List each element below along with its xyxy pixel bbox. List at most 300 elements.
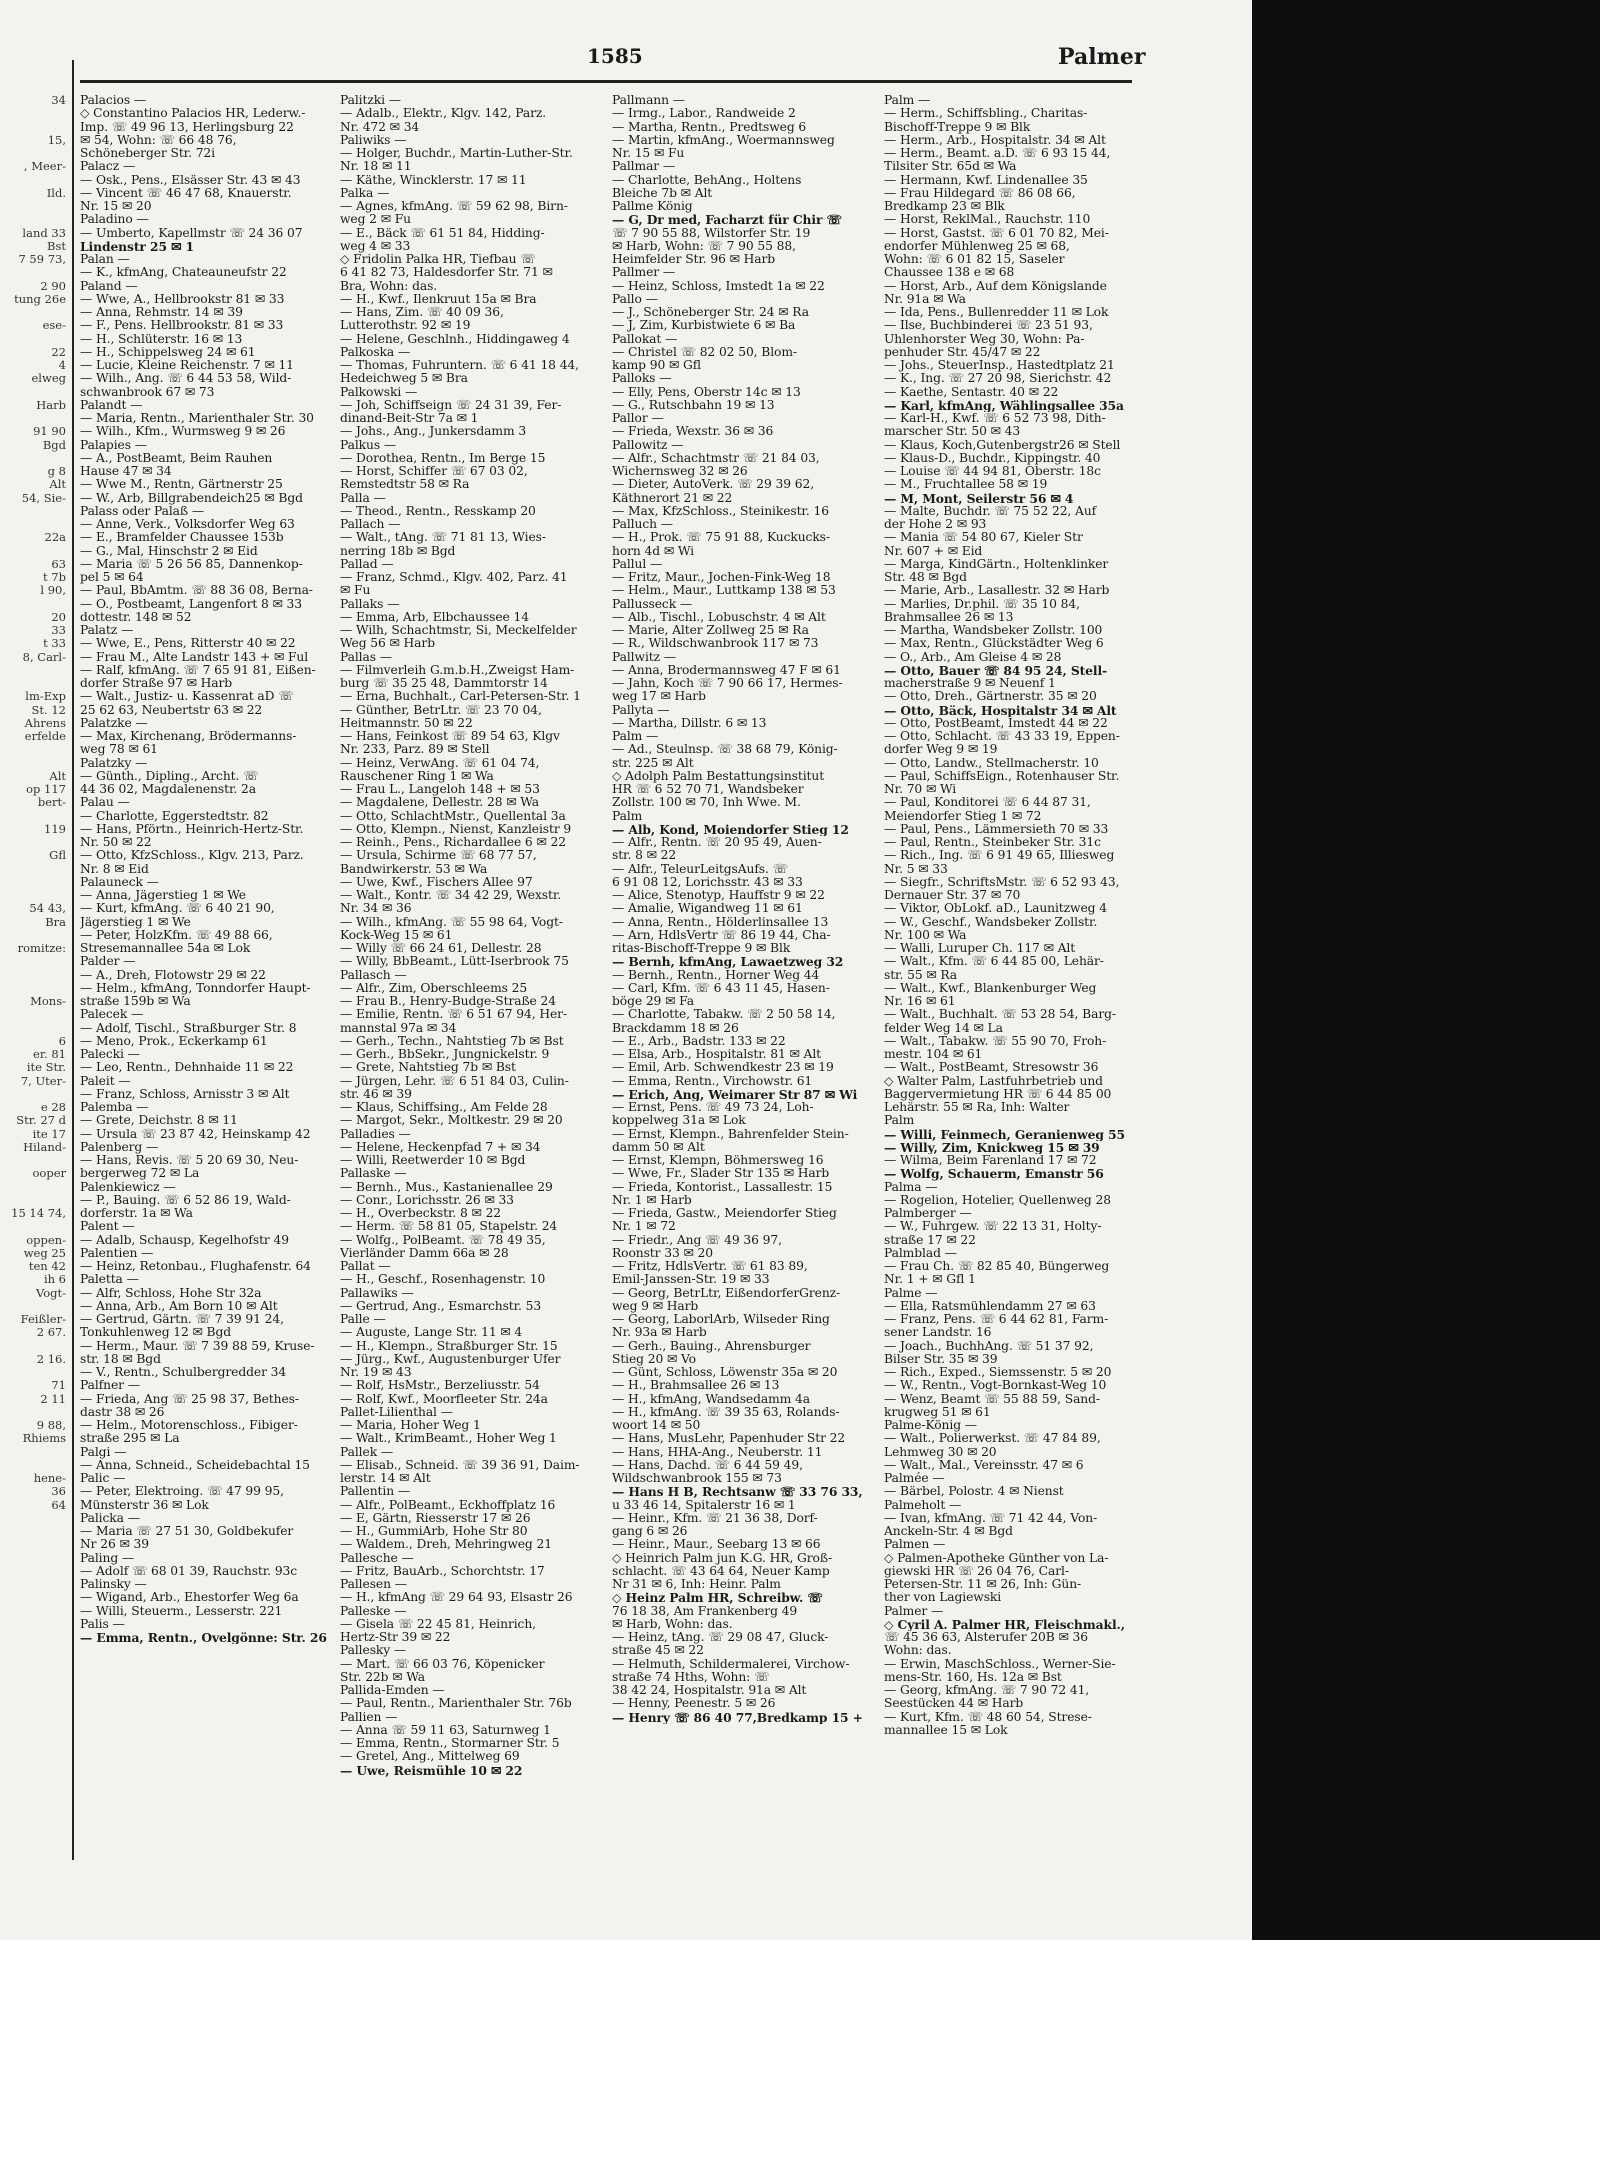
entry-line: Paliwiks — bbox=[340, 133, 407, 147]
entry-line: — Fritz, HdlsVertr. ☏ 61 83 89, bbox=[612, 1260, 808, 1273]
entry-line: Heitmannstr. 50 ✉ 22 bbox=[340, 716, 473, 730]
fragment-line bbox=[0, 1459, 70, 1472]
entry-line: Chaussee 138 e ✉ 68 bbox=[884, 266, 1015, 280]
entry-line: Bredkamp 23 ✉ Blk bbox=[884, 200, 1005, 213]
entry-line: Pallat — bbox=[340, 1260, 391, 1273]
entry-line: Lehmweg 30 ✉ 20 bbox=[884, 1445, 997, 1459]
entry-line: — Siegfr., SchriftsMstr. ☏ 6 52 93 43, bbox=[884, 875, 1120, 889]
entry-line: Vierländer Damm 66a ✉ 28 bbox=[340, 1246, 509, 1260]
fragment-line: 22 bbox=[51, 344, 66, 359]
entry-line: — Fritz, Maur., Jochen-Fink-Weg 18 bbox=[612, 571, 831, 584]
entry-line: — A., Dreh, Flotowstr 29 ✉ 22 bbox=[80, 968, 266, 982]
fragment-line: 15, bbox=[47, 132, 66, 147]
entry-line: — Karl, kfmAng, Wählingsallee 35a bbox=[884, 398, 1124, 412]
entry-line: sener Landstr. 16 bbox=[884, 1326, 992, 1340]
entry-line: — Adalb., Elektr., Klgv. 142, Parz. bbox=[340, 107, 547, 121]
entry-line: mestr. 104 ✉ 61 bbox=[884, 1048, 983, 1061]
fragment-line: 15 14 74, bbox=[11, 1206, 66, 1220]
entry-line: Bra, Wohn: das. bbox=[340, 279, 438, 293]
entry-line: Pallo — bbox=[612, 292, 658, 306]
entry-line: Pallyta — bbox=[612, 703, 670, 717]
entry-line: — Paul, Rentn., Steinbeker Str. 31c bbox=[884, 836, 1101, 849]
entry-line: — Herm., Schiffsbling., Charitas- bbox=[884, 107, 1088, 121]
entry-line: gang 6 ✉ 26 bbox=[612, 1525, 688, 1538]
entry-line: Wichernsweg 32 ✉ 26 bbox=[612, 465, 748, 478]
left-page-fragment bbox=[0, 94, 70, 1894]
entry-line: — Frieda, Wexstr. 36 ✉ 36 bbox=[612, 425, 774, 439]
entry-line: — Helene, Heckenpfad 7 + ✉ 34 bbox=[340, 1140, 541, 1154]
entry-line: — Rich., Ing. ☏ 6 91 49 65, Illiesweg bbox=[884, 849, 1115, 863]
entry-line: — Gretel, Ang., Mittelweg 69 bbox=[340, 1750, 520, 1764]
entry-line: — Franz, Pens. ☏ 6 44 62 81, Farm- bbox=[884, 1313, 1109, 1326]
entry-line: Hertz-Str 39 ✉ 22 bbox=[340, 1631, 451, 1644]
fragment-line bbox=[0, 1406, 70, 1419]
entry-line: 6 91 08 12, Lorichsstr. 43 ✉ 33 bbox=[612, 875, 803, 889]
fragment-line: g 8 bbox=[47, 464, 66, 478]
entry-line: — Horst, Schiffer ☏ 67 03 02, bbox=[340, 465, 528, 478]
entry-line: Meiendorfer Stieg 1 ✉ 72 bbox=[884, 809, 1042, 823]
entry-line: Str. 48 ✉ Bgd bbox=[884, 571, 967, 584]
entry-line: — Joach., BuchhAng. ☏ 51 37 92, bbox=[884, 1339, 1094, 1353]
entry-line: horn 4d ✉ Wi bbox=[612, 544, 695, 558]
entry-line: — Kurt, kfmAng. ☏ 6 40 21 90, bbox=[80, 902, 275, 916]
entry-line: — Frau M., Alte Landstr 143 + ✉ Ful bbox=[80, 650, 309, 664]
entry-line: straße 295 ✉ La bbox=[80, 1432, 180, 1446]
entry-line: Palme — bbox=[884, 1286, 938, 1300]
entry-line: — Gerh., Bauing., Ahrensburger bbox=[612, 1339, 811, 1353]
entry-line: Palentien — bbox=[80, 1246, 154, 1260]
entry-line: Palgi — bbox=[80, 1445, 127, 1459]
entry-line: — Anna, Jägerstieg 1 ✉ We bbox=[80, 889, 246, 902]
entry-line: — Osk., Pens., Elsässer Str. 43 ✉ 43 bbox=[80, 173, 301, 187]
entry-line: — Jürg., Kwf., Augustenburger Ufer bbox=[340, 1352, 561, 1366]
entry-line: — Kaethe, Sentastr. 40 ✉ 22 bbox=[884, 385, 1059, 399]
entry-line: — Mania ☏ 54 80 67, Kieler Str bbox=[884, 531, 1083, 545]
entry-line: Nr. 16 ✉ 61 bbox=[884, 995, 956, 1008]
entry-line: — Marga, KindGärtn., Holtenklinker bbox=[884, 557, 1109, 571]
fragment-line bbox=[0, 955, 70, 968]
entry-line: Palinsky — bbox=[80, 1578, 147, 1591]
entry-line: — Rogelion, Hotelier, Quellenweg 28 bbox=[884, 1193, 1111, 1207]
entry-line: — Henny, Peenestr. 5 ✉ 26 bbox=[612, 1697, 776, 1711]
entry-line: — Helm., kfmAng, Tonndorfer Haupt- bbox=[80, 981, 311, 995]
fragment-line bbox=[0, 1008, 70, 1021]
entry-line: — Alfr., Schachtmstr ☏ 21 84 03, bbox=[612, 451, 820, 465]
entry-line: — Anna, Rentn., Hölderlinsallee 13 bbox=[612, 915, 829, 929]
entry-line: — Bernh, kfmAng, Lawaetzweg 32 bbox=[612, 955, 844, 969]
entry-line: — Ernst, Klempn., Bahrenfelder Stein- bbox=[612, 1127, 849, 1141]
entry-line: Palmer — bbox=[884, 1604, 944, 1618]
fragment-line: land 33 bbox=[22, 225, 66, 240]
fragment-line: Feißler- bbox=[20, 1312, 66, 1326]
entry-line: — V., Rentn., Schulbergredder 34 bbox=[80, 1366, 287, 1379]
entry-line: — Dorothea, Rentn., Im Berge 15 bbox=[340, 451, 546, 465]
entry-line: Bleiche 7b ✉ Alt bbox=[612, 186, 713, 200]
entry-line: koppelweg 31a ✉ Lok bbox=[612, 1114, 746, 1128]
fragment-line bbox=[0, 1340, 70, 1353]
entry-line: — Bärbel, Polostr. 4 ✉ Nienst bbox=[884, 1485, 1064, 1499]
fragment-line bbox=[0, 213, 70, 226]
entry-line: — H., Schippelsweg 24 ✉ 61 bbox=[80, 345, 256, 359]
entry-line: — Otto, Bäck, Hospitalstr 34 ✉ Alt bbox=[884, 703, 1117, 717]
entry-line: giewski HR ☏ 26 04 76, Carl- bbox=[884, 1564, 1069, 1578]
entry-line: — Gisela ☏ 22 45 81, Heinrich, bbox=[340, 1617, 536, 1631]
entry-line: — Anna, Rehmstr. 14 ✉ 39 bbox=[80, 306, 243, 319]
entry-line: — Alfr., TeleurLeitgsAufs. ☏ bbox=[612, 862, 788, 876]
entry-line: Wohn: ☏ 6 01 82 15, Saseler bbox=[884, 253, 1065, 266]
entry-line: Palass oder Palaß — bbox=[80, 504, 205, 518]
entry-line: mannstal 97a ✉ 34 bbox=[340, 1021, 457, 1035]
entry-line: — Bernh., Rentn., Horner Weg 44 bbox=[612, 968, 820, 982]
fragment-line bbox=[0, 200, 70, 213]
entry-line: — Heinz, tAng. ☏ 29 08 47, Gluck- bbox=[612, 1631, 829, 1644]
entry-line: Wohn: das. bbox=[884, 1644, 952, 1658]
entry-line: — Paul, BbAmtm. ☏ 88 36 08, Berna- bbox=[80, 584, 313, 598]
entry-line: — Wilma, Beim Farenland 17 ✉ 72 bbox=[884, 1154, 1097, 1167]
entry-line: ◇ Palmen-Apotheke Günther von La- bbox=[884, 1551, 1109, 1565]
entry-line: — E., Bäck ☏ 61 51 84, Hidding- bbox=[340, 226, 545, 240]
entry-line: — Hans, Zim. ☏ 40 09 36, bbox=[340, 306, 504, 319]
entry-line: dottestr. 148 ✉ 52 bbox=[80, 610, 192, 624]
entry-line: — Dieter, AutoVerk. ☏ 29 39 62, bbox=[612, 478, 815, 492]
entry-line: — Ernst, Klempn, Böhmersweg 16 bbox=[612, 1154, 824, 1167]
entry-line: penhuder Str. 45/47 ✉ 22 bbox=[884, 345, 1041, 359]
entry-line: dinand-Beit-Str 7a ✉ 1 bbox=[340, 412, 479, 425]
entry-line: — Adolf, Tischl., Straßburger Str. 8 bbox=[80, 1021, 297, 1035]
entry-line: dorferstr. 1a ✉ Wa bbox=[80, 1207, 193, 1220]
entry-line: — Frau B., Henry-Budge-Straße 24 bbox=[340, 995, 556, 1008]
entry-line: — Frieda, Kontorist., Lassallestr. 15 bbox=[612, 1180, 833, 1194]
entry-line: — E., Arb., Badstr. 133 ✉ 22 bbox=[612, 1034, 786, 1048]
fragment-line: tung 26e bbox=[14, 291, 66, 306]
entry-line: — Gertrud, Gärtn. ☏ 7 39 91 24, bbox=[80, 1313, 284, 1326]
fragment-line bbox=[0, 969, 70, 982]
entry-line: der Hohe 2 ✉ 93 bbox=[884, 518, 987, 531]
entry-line: Nr. 50 ✉ 22 bbox=[80, 836, 152, 849]
entry-line: marscher Str. 50 ✉ 43 bbox=[884, 425, 1021, 439]
entry-line: — Elly, Pens, Oberstr 14c ✉ 13 bbox=[612, 385, 801, 399]
entry-line: — H., Brahmsallee 26 ✉ 13 bbox=[612, 1379, 780, 1393]
entry-line: — Charlotte, BehAng., Holtens bbox=[612, 173, 802, 187]
fragment-line: 119 bbox=[44, 821, 66, 836]
fragment-line bbox=[0, 664, 70, 677]
entry-line: Palau — bbox=[80, 796, 130, 810]
entry-line: Palkoska — bbox=[340, 345, 411, 359]
entry-line: schlacht. ☏ 43 64 64, Neuer Kamp bbox=[612, 1564, 830, 1578]
entry-line: Nr. 607 + ✉ Eid bbox=[884, 544, 983, 558]
entry-line: bergerweg 72 ✉ La bbox=[80, 1167, 200, 1181]
entry-line: — Karl-H., Kwf. ☏ 6 52 73 98, Dith- bbox=[884, 412, 1106, 425]
fragment-line: Ild. bbox=[46, 185, 66, 200]
entry-line: — Amalie, Wigandweg 11 ✉ 61 bbox=[612, 902, 803, 916]
fragment-line bbox=[0, 677, 70, 690]
entry-line: — Adolf ☏ 68 01 39, Rauchstr. 93c bbox=[80, 1564, 298, 1578]
entry-line: — Willi, Reetwerder 10 ✉ Bgd bbox=[340, 1154, 526, 1167]
column-1 bbox=[80, 94, 340, 1904]
entry-line: — Otto, Klempn., Nienst, Kanzleistr 9 bbox=[340, 822, 572, 836]
entry-line: — Walt., KrimBeamt., Hoher Weg 1 bbox=[340, 1432, 557, 1446]
entry-line: 6 41 82 73, Haldesdorfer Str. 71 ✉ bbox=[340, 266, 553, 280]
entry-line: Petersen-Str. 11 ✉ 26, Inh: Gün- bbox=[884, 1578, 1082, 1591]
entry-line: Pallme König bbox=[612, 200, 693, 213]
entry-line: Palis — bbox=[80, 1617, 125, 1631]
fragment-line: 8, Carl- bbox=[22, 649, 66, 664]
entry-line: — Adalb, Schausp, Kegelhofstr 49 bbox=[80, 1233, 289, 1247]
entry-line: — Emil, Arb. Schwendkestr 23 ✉ 19 bbox=[612, 1061, 834, 1075]
entry-line: Pallesche — bbox=[340, 1551, 414, 1565]
entry-line: — Erich, Ang, Weimarer Str 87 ✉ Wi bbox=[612, 1087, 858, 1101]
entry-line: — Uwe, Kwf., Fischers Allee 97 bbox=[340, 875, 533, 889]
entry-line: Palle — bbox=[340, 1313, 386, 1326]
entry-line: schwanbrook 67 ✉ 73 bbox=[80, 385, 215, 399]
entry-line: Tonkuhlenweg 12 ✉ Bgd bbox=[80, 1326, 232, 1340]
entry-line: Pallek — bbox=[340, 1445, 394, 1459]
entry-line: macherstraße 9 ✉ Neuenf 1 bbox=[884, 677, 1056, 690]
entry-line: — Klaus, Schiffsing., Am Felde 28 bbox=[340, 1101, 548, 1114]
page-number: 1585 bbox=[587, 44, 643, 68]
entry-line: Nr. 15 ✉ Fu bbox=[612, 147, 685, 160]
fragment-line: weg 25 bbox=[23, 1245, 66, 1260]
entry-line: — H., kfmAng ☏ 29 64 93, Elsastr 26 bbox=[340, 1591, 573, 1605]
entry-line: — Hans, MusLehr, Papenhuder Str 22 bbox=[612, 1432, 846, 1446]
entry-line: Pallokat — bbox=[612, 332, 678, 346]
entry-line: — Otto, SchlachtMstr., Quellental 3a bbox=[340, 809, 566, 823]
fragment-line bbox=[0, 266, 70, 279]
entry-line: Palenberg — bbox=[80, 1140, 159, 1154]
entry-line: Paletta — bbox=[80, 1273, 139, 1287]
entry-line: — Peter, HolzKfm. ☏ 49 88 66, bbox=[80, 928, 273, 942]
entry-line: Pallawiks — bbox=[340, 1286, 414, 1300]
fragment-line: er. 81 bbox=[33, 1047, 66, 1061]
fragment-line bbox=[0, 757, 70, 770]
entry-line: ☏ 45 36 63, Alsterufer 20B ✉ 36 bbox=[884, 1631, 1088, 1644]
entry-line: — Franz, Schloss, Arnisstr 3 ✉ Alt bbox=[80, 1087, 290, 1101]
entry-line: — M., Fruchtallee 58 ✉ 19 bbox=[884, 478, 1048, 492]
entry-line: — A., PostBeamt, Beim Rauhen bbox=[80, 451, 273, 465]
entry-line: — Otto, Landw., Stellmacherstr. 10 bbox=[884, 756, 1099, 770]
entry-line: böge 29 ✉ Fa bbox=[612, 995, 694, 1008]
fragment-line: bert- bbox=[37, 795, 66, 810]
entry-line: — Walt., Kfm. ☏ 6 44 85 00, Lehär- bbox=[884, 955, 1104, 969]
entry-line: Pallowitz — bbox=[612, 438, 684, 452]
entry-line: Rauschener Ring 1 ✉ Wa bbox=[340, 769, 494, 783]
entry-line: — Wwe, E., Pens, Ritterstr 40 ✉ 22 bbox=[80, 637, 296, 651]
entry-line: damm 50 ✉ Alt bbox=[612, 1140, 705, 1154]
fragment-line: t 7b bbox=[43, 570, 66, 584]
fragment-line bbox=[0, 333, 70, 346]
entry-line: Palandt — bbox=[80, 398, 143, 412]
entry-line: Nr. 1 ✉ 72 bbox=[612, 1220, 676, 1234]
entry-line: mannallee 15 ✉ Lok bbox=[884, 1723, 1008, 1737]
fragment-line: erfelde bbox=[24, 729, 66, 743]
fragment-line bbox=[0, 1181, 70, 1194]
entry-line: — Helm., Maur., Luttkamp 138 ✉ 53 bbox=[612, 584, 836, 598]
fragment-line bbox=[0, 1220, 70, 1233]
fragment-line: Ahrens bbox=[24, 715, 66, 730]
entry-line: ◇ Cyril A. Palmer HR, Fleischmakl., bbox=[884, 1617, 1125, 1631]
entry-line: — Rolf, HsMstr., Berzeliusstr. 54 bbox=[340, 1379, 540, 1393]
entry-line: Bischoff-Treppe 9 ✉ Blk bbox=[884, 120, 1031, 134]
entry-line: — Alfr., PolBeamt., Eckhoffplatz 16 bbox=[340, 1498, 556, 1512]
entry-line: — Max, Kirchenang, Brödermanns- bbox=[80, 730, 297, 743]
entry-line: — Martha, Dillstr. 6 ✉ 13 bbox=[612, 716, 767, 730]
entry-line: — H., Schlüterstr. 16 ✉ 13 bbox=[80, 332, 243, 346]
fragment-line: op 117 bbox=[26, 782, 66, 796]
entry-line: Palapies — bbox=[80, 438, 147, 452]
entry-line: Wildschwanbrook 155 ✉ 73 bbox=[612, 1472, 782, 1485]
entry-line: — Herm., Beamt. a.D. ☏ 6 93 15 44, bbox=[884, 147, 1111, 160]
entry-line: str. 55 ✉ Ra bbox=[884, 968, 958, 982]
entry-line: — Wolfg, Schauerm, Emanstr 56 bbox=[884, 1167, 1104, 1181]
entry-line: Bandwirkerstr. 53 ✉ Wa bbox=[340, 862, 488, 876]
fragment-line: 6 bbox=[58, 1033, 66, 1048]
entry-line: — J., Schöneberger Str. 24 ✉ Ra bbox=[612, 306, 809, 319]
entry-line: Käthnerort 21 ✉ 22 bbox=[612, 491, 733, 505]
entry-line: Pallesen — bbox=[340, 1578, 407, 1591]
entry-line: — Willy, Zim, Knickweg 15 ✉ 39 bbox=[884, 1140, 1100, 1154]
fragment-line bbox=[0, 174, 70, 187]
entry-line: — Emma, Rentn., Stormarner Str. 5 bbox=[340, 1737, 560, 1750]
fragment-line: 2 90 bbox=[40, 278, 66, 293]
entry-line: — Erwin, MaschSchloss., Werner-Sie- bbox=[884, 1657, 1116, 1671]
fragment-line bbox=[0, 452, 70, 465]
fragment-line: 9 88, bbox=[36, 1418, 66, 1432]
entry-line: ◇ Heinrich Palm jun K.G. HR, Groß- bbox=[612, 1551, 833, 1565]
entry-line: ✉ Fu bbox=[340, 584, 371, 598]
entry-line: — Paul, Rentn., Marienthaler Str. 76b bbox=[340, 1697, 572, 1711]
entry-line: Nr. 8 ✉ Eid bbox=[80, 862, 149, 876]
fragment-line bbox=[0, 412, 70, 425]
fragment-line bbox=[0, 929, 70, 942]
fragment-line: Bra bbox=[45, 914, 66, 929]
header-rule bbox=[80, 80, 1132, 83]
fragment-line: 4 bbox=[58, 358, 66, 372]
entry-line: — Carl, Kfm. ☏ 6 43 11 45, Hasen- bbox=[612, 981, 830, 995]
entry-line: Str. 22b ✉ Wa bbox=[340, 1670, 425, 1684]
entry-line: — Günth., Dipling., Archt. ☏ bbox=[80, 769, 259, 783]
entry-line: Pallad — bbox=[340, 557, 394, 571]
entry-line: Brackdamm 18 ✉ 26 bbox=[612, 1021, 739, 1035]
entry-line: — Herm., Arb., Hospitalstr. 34 ✉ Alt bbox=[884, 133, 1106, 147]
entry-line: Paladino — bbox=[80, 213, 149, 227]
entry-line: — Paul, SchiffsEign., Rotenhauser Str. bbox=[884, 769, 1120, 783]
entry-line: — Erna, Buchhalt., Carl-Petersen-Str. 1 bbox=[340, 690, 581, 704]
entry-line: — Wolfg., PolBeamt. ☏ 78 49 35, bbox=[340, 1233, 546, 1247]
fragment-line bbox=[0, 598, 70, 611]
entry-line: — Anne, Verk., Volksdorfer Weg 63 bbox=[80, 518, 295, 531]
entry-line: — Frau Hildegard ☏ 86 08 66, bbox=[884, 186, 1076, 200]
entry-line: — Maria, Hoher Weg 1 bbox=[340, 1419, 481, 1432]
entry-line: — Reinh., Pens., Richardallee 6 ✉ 22 bbox=[340, 836, 566, 849]
entry-line: — W., Rentn., Vogt-Bornkast-Weg 10 bbox=[884, 1379, 1107, 1393]
entry-line: — Walt., Polierwerkst. ☏ 47 84 89, bbox=[884, 1432, 1101, 1446]
entry-line: Nr 26 ✉ 39 bbox=[80, 1538, 149, 1552]
entry-line: — Alfr, Schloss, Hohe Str 32a bbox=[80, 1286, 262, 1300]
entry-line: — Walt., Kontr. ☏ 34 42 29, Wexstr. bbox=[340, 889, 562, 902]
entry-line: — Fritz, BauArb., Schorchtstr. 17 bbox=[340, 1564, 545, 1578]
fragment-line: Hiland- bbox=[23, 1139, 66, 1154]
entry-line: ☏ 7 90 55 88, Wilstorfer Str. 19 bbox=[612, 226, 811, 240]
entry-line: Palma — bbox=[884, 1180, 938, 1194]
fragment-line: ooper bbox=[32, 1166, 66, 1181]
entry-line: Palleske — bbox=[340, 1604, 407, 1618]
entry-line: — Joh, Schiffseign ☏ 24 31 39, Fer- bbox=[340, 398, 562, 412]
entry-line: Pallas — bbox=[340, 650, 392, 664]
fragment-line bbox=[0, 1194, 70, 1207]
entry-line: — Anna, Brodermannsweg 47 F ✉ 61 bbox=[612, 663, 841, 677]
entry-line: Lindenstr 25 ✉ 1 bbox=[80, 239, 194, 253]
entry-line: Palder — bbox=[80, 955, 136, 969]
entry-line: — Heinr., Kfm. ☏ 21 36 38, Dorf- bbox=[612, 1511, 818, 1525]
entry-line: Palladies — bbox=[340, 1127, 411, 1141]
entry-line: — Maria ☏ 5 26 56 85, Dannenkop- bbox=[80, 557, 303, 571]
entry-line: 76 18 38, Am Frankenberg 49 bbox=[612, 1604, 798, 1618]
fragment-line: Bst bbox=[47, 238, 66, 253]
entry-line: Nr. 1 ✉ Harb bbox=[612, 1193, 692, 1207]
entry-line: — Peter, Elektroing. ☏ 47 99 95, bbox=[80, 1485, 284, 1499]
entry-line: — K., kfmAng, Chateauneufstr 22 bbox=[80, 266, 287, 280]
fragment-line bbox=[0, 743, 70, 756]
entry-line: — Ad., Steulnsp. ☏ 38 68 79, König- bbox=[612, 743, 838, 757]
entry-line: — Walt., Kwf., Blankenburger Weg bbox=[884, 981, 1097, 995]
entry-line: Palitzki — bbox=[340, 94, 401, 107]
entry-line: — H., Klempn., Straßburger Str. 15 bbox=[340, 1339, 558, 1353]
entry-line: — E., Bramfelder Chaussee 153b bbox=[80, 531, 284, 545]
entry-line: Pallaks — bbox=[340, 597, 400, 611]
entry-line: — Otto, Schlacht. ☏ 43 33 19, Eppen- bbox=[884, 730, 1120, 743]
entry-line: — Frieda, Gastw., Meiendorfer Stieg bbox=[612, 1207, 837, 1220]
entry-line: mens-Str. 160, Hs. 12a ✉ Bst bbox=[884, 1670, 1062, 1684]
entry-line: — Martin, kfmAng., Woermannsweg bbox=[612, 133, 835, 147]
entry-line: Palme-König — bbox=[884, 1419, 977, 1432]
entry-line: — Alb., Tischl., Lobuschstr. 4 ✉ Alt bbox=[612, 610, 826, 624]
entry-line: — Marie, Arb., Lasallestr. 32 ✉ Harb bbox=[884, 584, 1110, 598]
fragment-line: 54 43, bbox=[29, 901, 66, 916]
entry-line: Hause 47 ✉ 34 bbox=[80, 465, 172, 478]
entry-line: krugweg 51 ✉ 61 bbox=[884, 1405, 991, 1419]
entry-line: weg 9 ✉ Harb bbox=[612, 1299, 699, 1313]
entry-line: ✉ 54, Wohn: ☏ 66 48 76, bbox=[80, 133, 237, 147]
fragment-line bbox=[0, 876, 70, 889]
entry-line: — Charlotte, Eggerstedtstr. 82 bbox=[80, 809, 269, 823]
entry-line: Palan — bbox=[80, 253, 130, 266]
entry-line: Lutterothstr. 92 ✉ 19 bbox=[340, 319, 471, 333]
entry-line: — Willy ☏ 66 24 61, Dellestr. 28 bbox=[340, 942, 542, 955]
entry-line: — Willi, Steuerm., Lesserstr. 221 bbox=[80, 1604, 283, 1618]
entry-line: — Hans, HHA-Ang., Neuberstr. 11 bbox=[612, 1445, 823, 1459]
entry-line: Pallusseck — bbox=[612, 597, 693, 611]
entry-line: — Kurt, Kfm. ☏ 48 60 54, Strese- bbox=[884, 1710, 1092, 1724]
running-head: Palmer bbox=[1058, 44, 1146, 70]
fragment-line: Alt bbox=[49, 477, 66, 492]
entry-line: ◇ Adolph Palm Bestattungsinstitut bbox=[612, 769, 825, 783]
entry-line: straße 159b ✉ Wa bbox=[80, 995, 191, 1008]
entry-line: — Agnes, kfmAng. ☏ 59 62 98, Birn- bbox=[340, 200, 568, 213]
entry-line: Palm — bbox=[612, 730, 659, 743]
entry-line: — J, Zim, Kurbistwiete 6 ✉ Ba bbox=[612, 319, 796, 333]
entry-line: Pallida-Emden — bbox=[340, 1684, 445, 1697]
entry-line: — Jürgen, Lehr. ☏ 6 51 84 03, Culin- bbox=[340, 1074, 569, 1088]
entry-line: — Günther, BetrLtr. ☏ 23 70 04, bbox=[340, 703, 542, 717]
entry-line: ✉ Harb, Wohn: ☏ 7 90 55 88, bbox=[612, 239, 796, 253]
entry-line: — Alfr., Zim, Oberschleems 25 bbox=[340, 981, 528, 995]
entry-line: — H., kfmAng. ☏ 39 35 63, Rolands- bbox=[612, 1405, 840, 1419]
entry-line: — Gertrud, Ang., Esmarchstr. 53 bbox=[340, 1299, 542, 1313]
entry-line: 44 36 02, Magdalenenstr. 2a bbox=[80, 783, 256, 796]
entry-line: endorfer Mühlenweg 25 ✉ 68, bbox=[884, 239, 1070, 253]
entry-line: Remstedtstr 58 ✉ Ra bbox=[340, 478, 470, 492]
entry-line: ◇ Fridolin Palka HR, Tiefbau ☏ bbox=[340, 253, 536, 266]
